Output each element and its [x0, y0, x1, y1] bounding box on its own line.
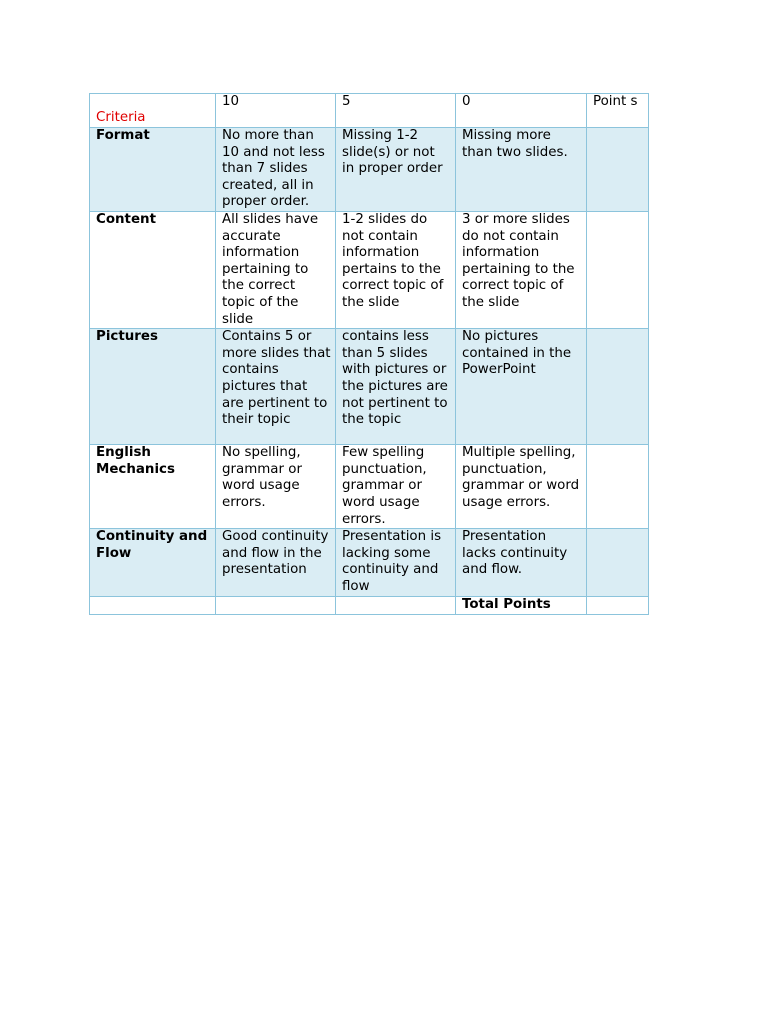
cell-0: No pictures contained in the PowerPoint	[456, 329, 587, 445]
cell-0: Multiple spelling, punctuation, grammar or word usage errors.	[456, 445, 587, 529]
header-score-10: 10	[216, 94, 336, 128]
header-row	[90, 94, 649, 128]
criterion-pictures: Pictures	[90, 329, 216, 445]
cell-0: Missing more than two slides.	[456, 128, 587, 212]
cell-5: 1-2 slides do not contain information pertains to the correct topic of the slide	[336, 212, 456, 329]
cell-points	[587, 329, 649, 445]
cell-points	[587, 212, 649, 329]
header-score-5: 5	[336, 94, 456, 128]
header-criteria: Criteria	[90, 94, 216, 128]
criterion-content: Content	[90, 212, 216, 329]
table-row	[90, 212, 649, 329]
cell-points	[587, 128, 649, 212]
total-row	[90, 596, 649, 614]
cell-5: Missing 1-2 slide(s) or not in proper order	[336, 128, 456, 212]
table-row	[90, 445, 649, 529]
empty-cell	[336, 596, 456, 614]
cell-0: Presentation lacks continuity and flow.	[456, 529, 587, 596]
cell-5: Few spelling punctuation, grammar or word usage errors.	[336, 445, 456, 529]
cell-10: No spelling, grammar or word usage errors.	[216, 445, 336, 529]
cell-5: contains less than 5 slides with pictures or the pictures are not pertinent to the topic	[336, 329, 456, 445]
rubric-table	[89, 93, 649, 615]
empty-cell	[216, 596, 336, 614]
table-row	[90, 329, 649, 445]
table-row	[90, 529, 649, 596]
cell-points	[587, 529, 649, 596]
criterion-format: Format	[90, 128, 216, 212]
cell-points	[587, 445, 649, 529]
cell-10: All slides have accurate information pertaining to the correct topic of the slide	[216, 212, 336, 329]
criterion-continuity-flow: Continuity and Flow	[90, 529, 216, 596]
cell-10: Good continuity and flow in the presentation	[216, 529, 336, 596]
header-score-0: 0	[456, 94, 587, 128]
cell-5: Presentation is lacking some continuity and flow	[336, 529, 456, 596]
table-row	[90, 128, 649, 212]
cell-10: No more than 10 and not less than 7 slides created, all in proper order.	[216, 128, 336, 212]
total-points-label: Total Points	[456, 596, 587, 614]
header-points: Point s	[587, 94, 649, 128]
criterion-english-mechanics: English Mechanics	[90, 445, 216, 529]
empty-cell	[90, 596, 216, 614]
cell-0: 3 or more slides do not contain information pertaining to the correct topic of the slide	[456, 212, 587, 329]
cell-10: Contains 5 or more slides that contains pictures that are pertinent to their topic	[216, 329, 336, 445]
total-points-value	[587, 596, 649, 614]
